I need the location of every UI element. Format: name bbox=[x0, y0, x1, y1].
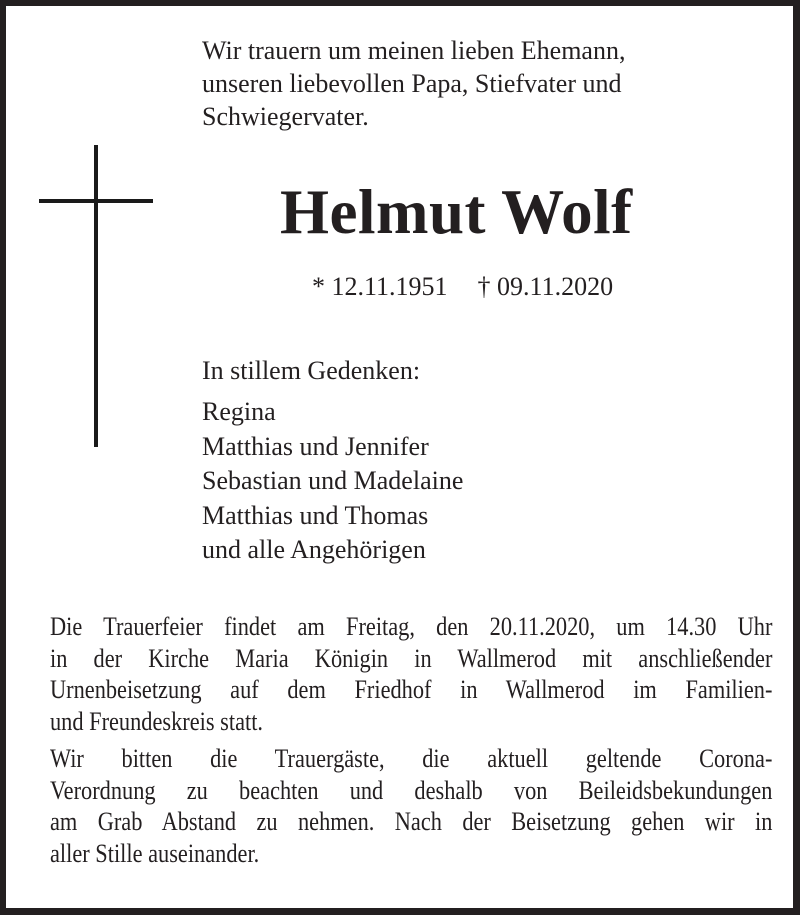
cross-vertical-bar bbox=[94, 145, 98, 447]
memory-heading: In stillem Gedenken: bbox=[202, 356, 421, 385]
mourner: und alle Angehörigen bbox=[202, 535, 426, 564]
intro-text bbox=[202, 34, 625, 133]
request-line: am Grab Abstand zu nehmen. Nach der Beisetzung gehen wir in bbox=[50, 807, 773, 836]
cross-horizontal-bar bbox=[39, 199, 153, 203]
funeral-line: und Freundeskreis statt. bbox=[50, 706, 264, 736]
birth-date: * 12.11.1951 bbox=[312, 272, 448, 301]
request-line: Wir bitten die Trauergäste, die aktuell geltende Corona- bbox=[50, 744, 773, 773]
mourners-list bbox=[202, 395, 463, 568]
obituary-card bbox=[6, 6, 793, 908]
mourner: Matthias und Jennifer bbox=[202, 431, 429, 461]
life-dates bbox=[312, 271, 613, 303]
request-paragraph bbox=[50, 743, 772, 869]
request-line: Verordnung zu beachten und deshalb von Beileidsbekundungen bbox=[50, 775, 773, 805]
deceased-name: Helmut Wolf bbox=[280, 177, 633, 247]
funeral-line: Urnenbeisetzung auf dem Friedhof in Wallmerod im Familien- bbox=[50, 675, 773, 704]
mourner: Regina bbox=[202, 397, 276, 426]
funeral-line: Die Trauerfeier findet am Freitag, den 20.11.2020, um 14.30 Uhr bbox=[50, 612, 773, 641]
intro-line: Schwiegervater. bbox=[202, 102, 369, 131]
mourner: Sebastian und Madelaine bbox=[202, 466, 464, 495]
funeral-line: in der Kirche Maria Königin in Wallmerod mit anschließender bbox=[50, 643, 773, 673]
death-date: † 09.11.2020 bbox=[477, 272, 614, 301]
intro-line: unseren liebevollen Papa, Stiefvater und bbox=[202, 69, 622, 98]
mourner: Matthias und Thomas bbox=[202, 500, 429, 530]
intro-line: Wir trauern um meinen lieben Ehemann, bbox=[202, 36, 626, 65]
request-line: aller Stille auseinander. bbox=[50, 838, 260, 868]
funeral-info-paragraph bbox=[50, 611, 772, 737]
